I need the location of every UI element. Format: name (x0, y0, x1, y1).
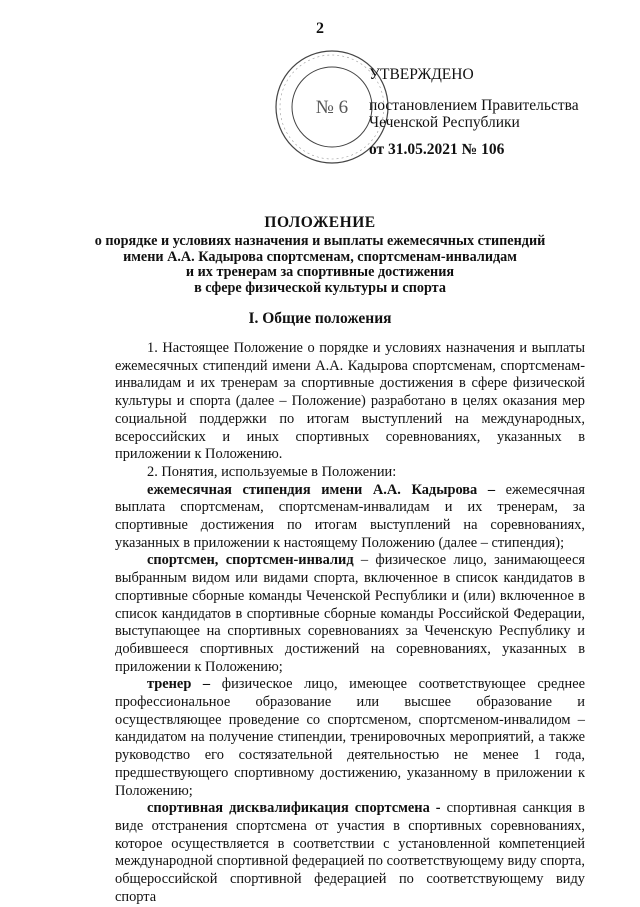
paragraph-1: 1. Настоящее Положение о порядке и условиях назначения и выплаты ежемесячных стипендий имени А.А. Кадырова спортсменам, спортсменам-инвалидам и их тренерам за спортивные достижения в сфере физической культуры и спорта (далее – Положение) разработано в целях оказания мер социальной поддержки по итогам выступлений на международных, всероссийских и иных спортивных соревнованиях, указанных в приложении к Положению. (115, 340, 585, 463)
term-athlete: спортсмен, спортсмен-инвалид (147, 552, 354, 569)
term-disqualification: спортивная дисквалификация спортсмена - (147, 800, 441, 817)
subtitle-line-4: в сфере физической культуры и спорта (194, 279, 446, 296)
definition-disqualification: спортивная санкция в виде отстранения спортсмена от участия в спортивных соревнованиях, которое осуществляется в соответствии с установленной компетенцией международной спортивной федерацией по соответствующему виду спорта, общероссийской спортивной федерацией по соответствующему виду спорта (115, 800, 585, 905)
decree-line-2: Чеченской Республики (369, 114, 520, 131)
term-stipend: ежемесячная стипендия имени А.А. Кадырова – (147, 481, 496, 498)
page-number: 2 (316, 20, 324, 37)
subtitle-line-3: и их тренерам за спортивные достижения (185, 264, 455, 280)
definition-coach: физическое лицо, имеющее соответствующее среднее профессиональное образование или высшее образование и осуществляющее проведение со спортсменом, спортсменом-инвалидом – кандидатом на получение стипендии, тренировочных мероприятий, а также руководство его состязательной деятельностью не менее 1 года, предшествующего спортивному достижению, указанному в приложении к Положению; (115, 676, 585, 799)
approved-label: УТВЕРЖДЕНО (369, 66, 474, 83)
decree-date: от 31.05.2021 № 106 (369, 141, 505, 158)
paragraph-3 (115, 482, 585, 553)
document-title: ПОЛОЖЕНИЕ (264, 214, 376, 231)
definition-athlete: – физическое лицо, занимающееся выбранным видом или видами спорта, включенное в список кандидатов в спортивные сборные команды Чеченской Республики и (или) включенное в список кандидатов в спортивные сборные команды Российской Федерации, выступающее на спортивных соревнованиях за Чеченскую Республику и добившееся спортивных достижений на соревнованиях, указанных в приложении к Положению; (115, 552, 585, 675)
decree-line-1: постановлением Правительства (369, 97, 579, 114)
subtitle-line-2: имени А.А. Кадырова спортсменам, спортсменам-инвалидам (123, 248, 517, 265)
document-subtitle (70, 234, 570, 296)
section-heading: I. Общие положения (248, 310, 392, 327)
approval-block (369, 66, 619, 158)
stamp-label: № 6 (315, 97, 349, 118)
paragraph-2: 2. Понятия, используемые в Положении: (147, 463, 397, 480)
paragraph-4 (115, 552, 585, 676)
paragraph-5 (115, 676, 585, 800)
paragraph-6 (115, 800, 585, 906)
term-coach: тренер – (147, 676, 211, 693)
subtitle-line-1: о порядке и условиях назначения и выплаты ежемесячных стипендий (94, 233, 546, 249)
document-body (115, 340, 585, 907)
definition-stipend: ежемесячная выплата спортсменам, спортсменам-инвалидам и их тренерам, за спортивные достижения по итогам выступлений на соревнованиях, указанных в приложении к настоящему Положению (далее – стипендия); (115, 481, 585, 551)
